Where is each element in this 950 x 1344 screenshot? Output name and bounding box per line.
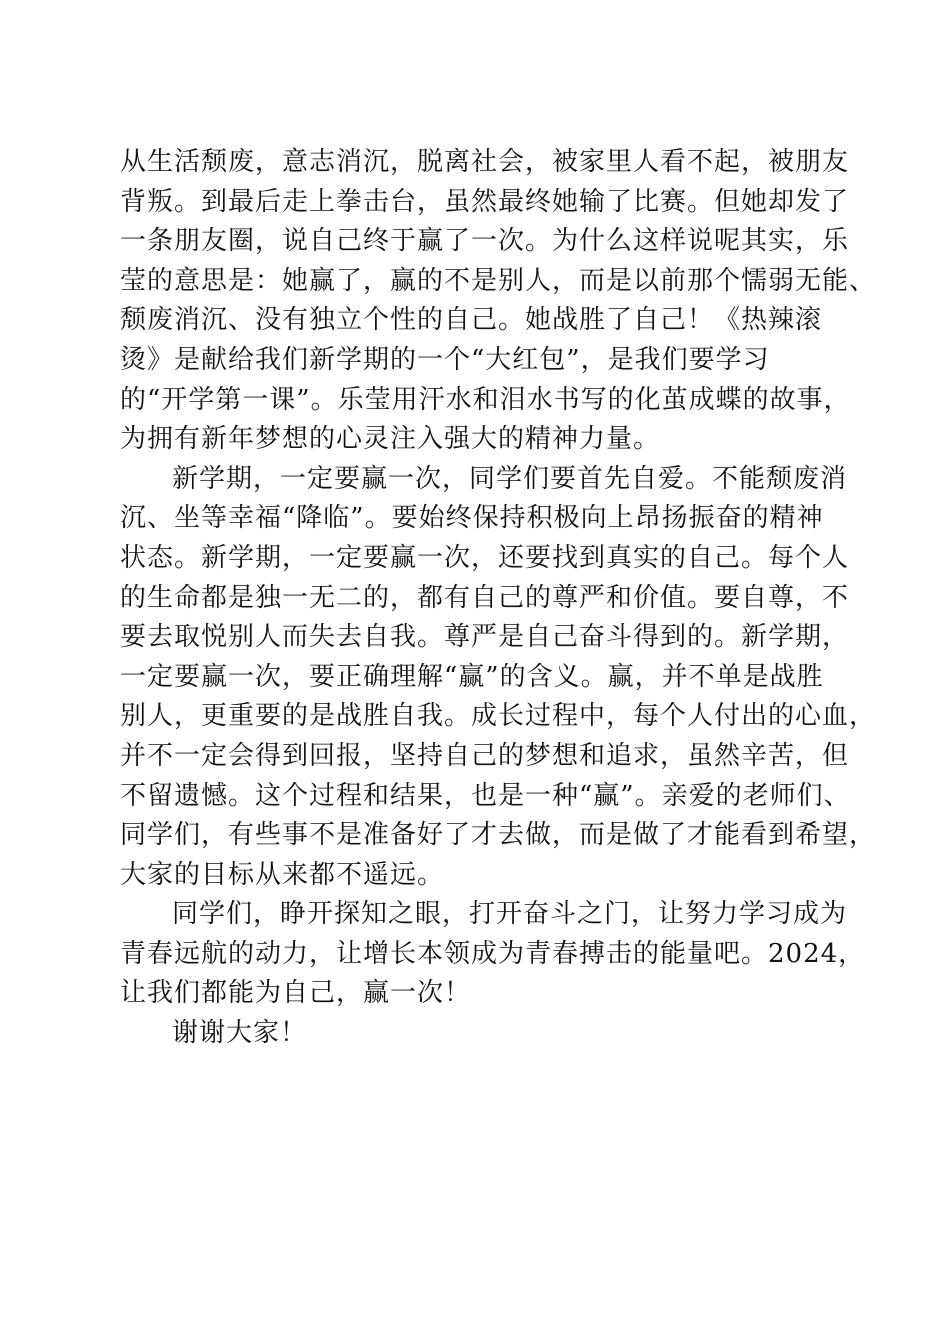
- text-line: 背叛。到最后走上拳击台，虽然最终她输了比赛。但她却发了: [120, 186, 850, 217]
- paragraph-start-line: 新学期，一定要赢一次，同学们要首先自爱。不能颓废消: [172, 463, 848, 494]
- text-line: 莹的意思是：她赢了，赢的不是别人，而是以前那个懦弱无能、: [120, 265, 877, 296]
- text-line: 大家的目标从来都不遥远。: [120, 859, 445, 890]
- text-line: 一条朋友圈，说自己终于赢了一次。为什么这样说呢其实，乐: [120, 226, 850, 257]
- speech-body: [120, 143, 877, 1054]
- text-line: 一定要赢一次，要正确理解“赢”的含义。赢，并不单是战胜: [120, 661, 824, 692]
- text-line: 的生命都是独一无二的，都有自己的尊严和价值。要自尊，不: [120, 582, 850, 613]
- text-line: 不留遗憾。这个过程和结果，也是一种“赢”。亲爱的老师们、: [120, 780, 851, 811]
- text-line: 让我们都能为自己，赢一次！: [120, 978, 472, 1009]
- text-line: 并不一定会得到回报，坚持自己的梦想和追求，虽然辛苦，但: [120, 740, 850, 771]
- text-line: 烫》是献给我们新学期的一个“大红包”，是我们要学习: [120, 344, 770, 375]
- text-line: 别人，更重要的是战胜自我。成长过程中，每个人付出的心血，: [120, 701, 877, 732]
- text-line: 同学们，有些事不是准备好了才去做，而是做了才能看到希望，: [120, 820, 877, 851]
- text-line: 沉、坐等幸福“降临”。要始终保持积极向上昂扬振奋的精神: [120, 503, 824, 534]
- text-line: 从生活颓废，意志消沉，脱离社会，被家里人看不起，被朋友: [120, 147, 850, 177]
- text-line: 为拥有新年梦想的心灵注入强大的精神力量。: [120, 424, 661, 455]
- text-line: 颓废消沉、没有独立个性的自己。她战胜了自己！《热辣滚: [120, 305, 823, 336]
- text-line: 要去取悦别人而失去自我。尊严是自己奋斗得到的。新学期，: [120, 622, 850, 653]
- text-line: 青春远航的动力，让增长本领成为青春搏击的能量吧。2024，: [120, 938, 866, 969]
- paragraph-start-line: 同学们，睁开探知之眼，打开奋斗之门，让努力学习成为: [172, 899, 848, 930]
- closing-line: 谢谢大家！: [172, 1018, 308, 1049]
- text-line: 状态。新学期，一定要赢一次，还要找到真实的自己。每个人: [120, 542, 850, 573]
- text-line: 的“开学第一课”。乐莹用汗水和泪水书写的化茧成蝶的故事，: [120, 384, 851, 415]
